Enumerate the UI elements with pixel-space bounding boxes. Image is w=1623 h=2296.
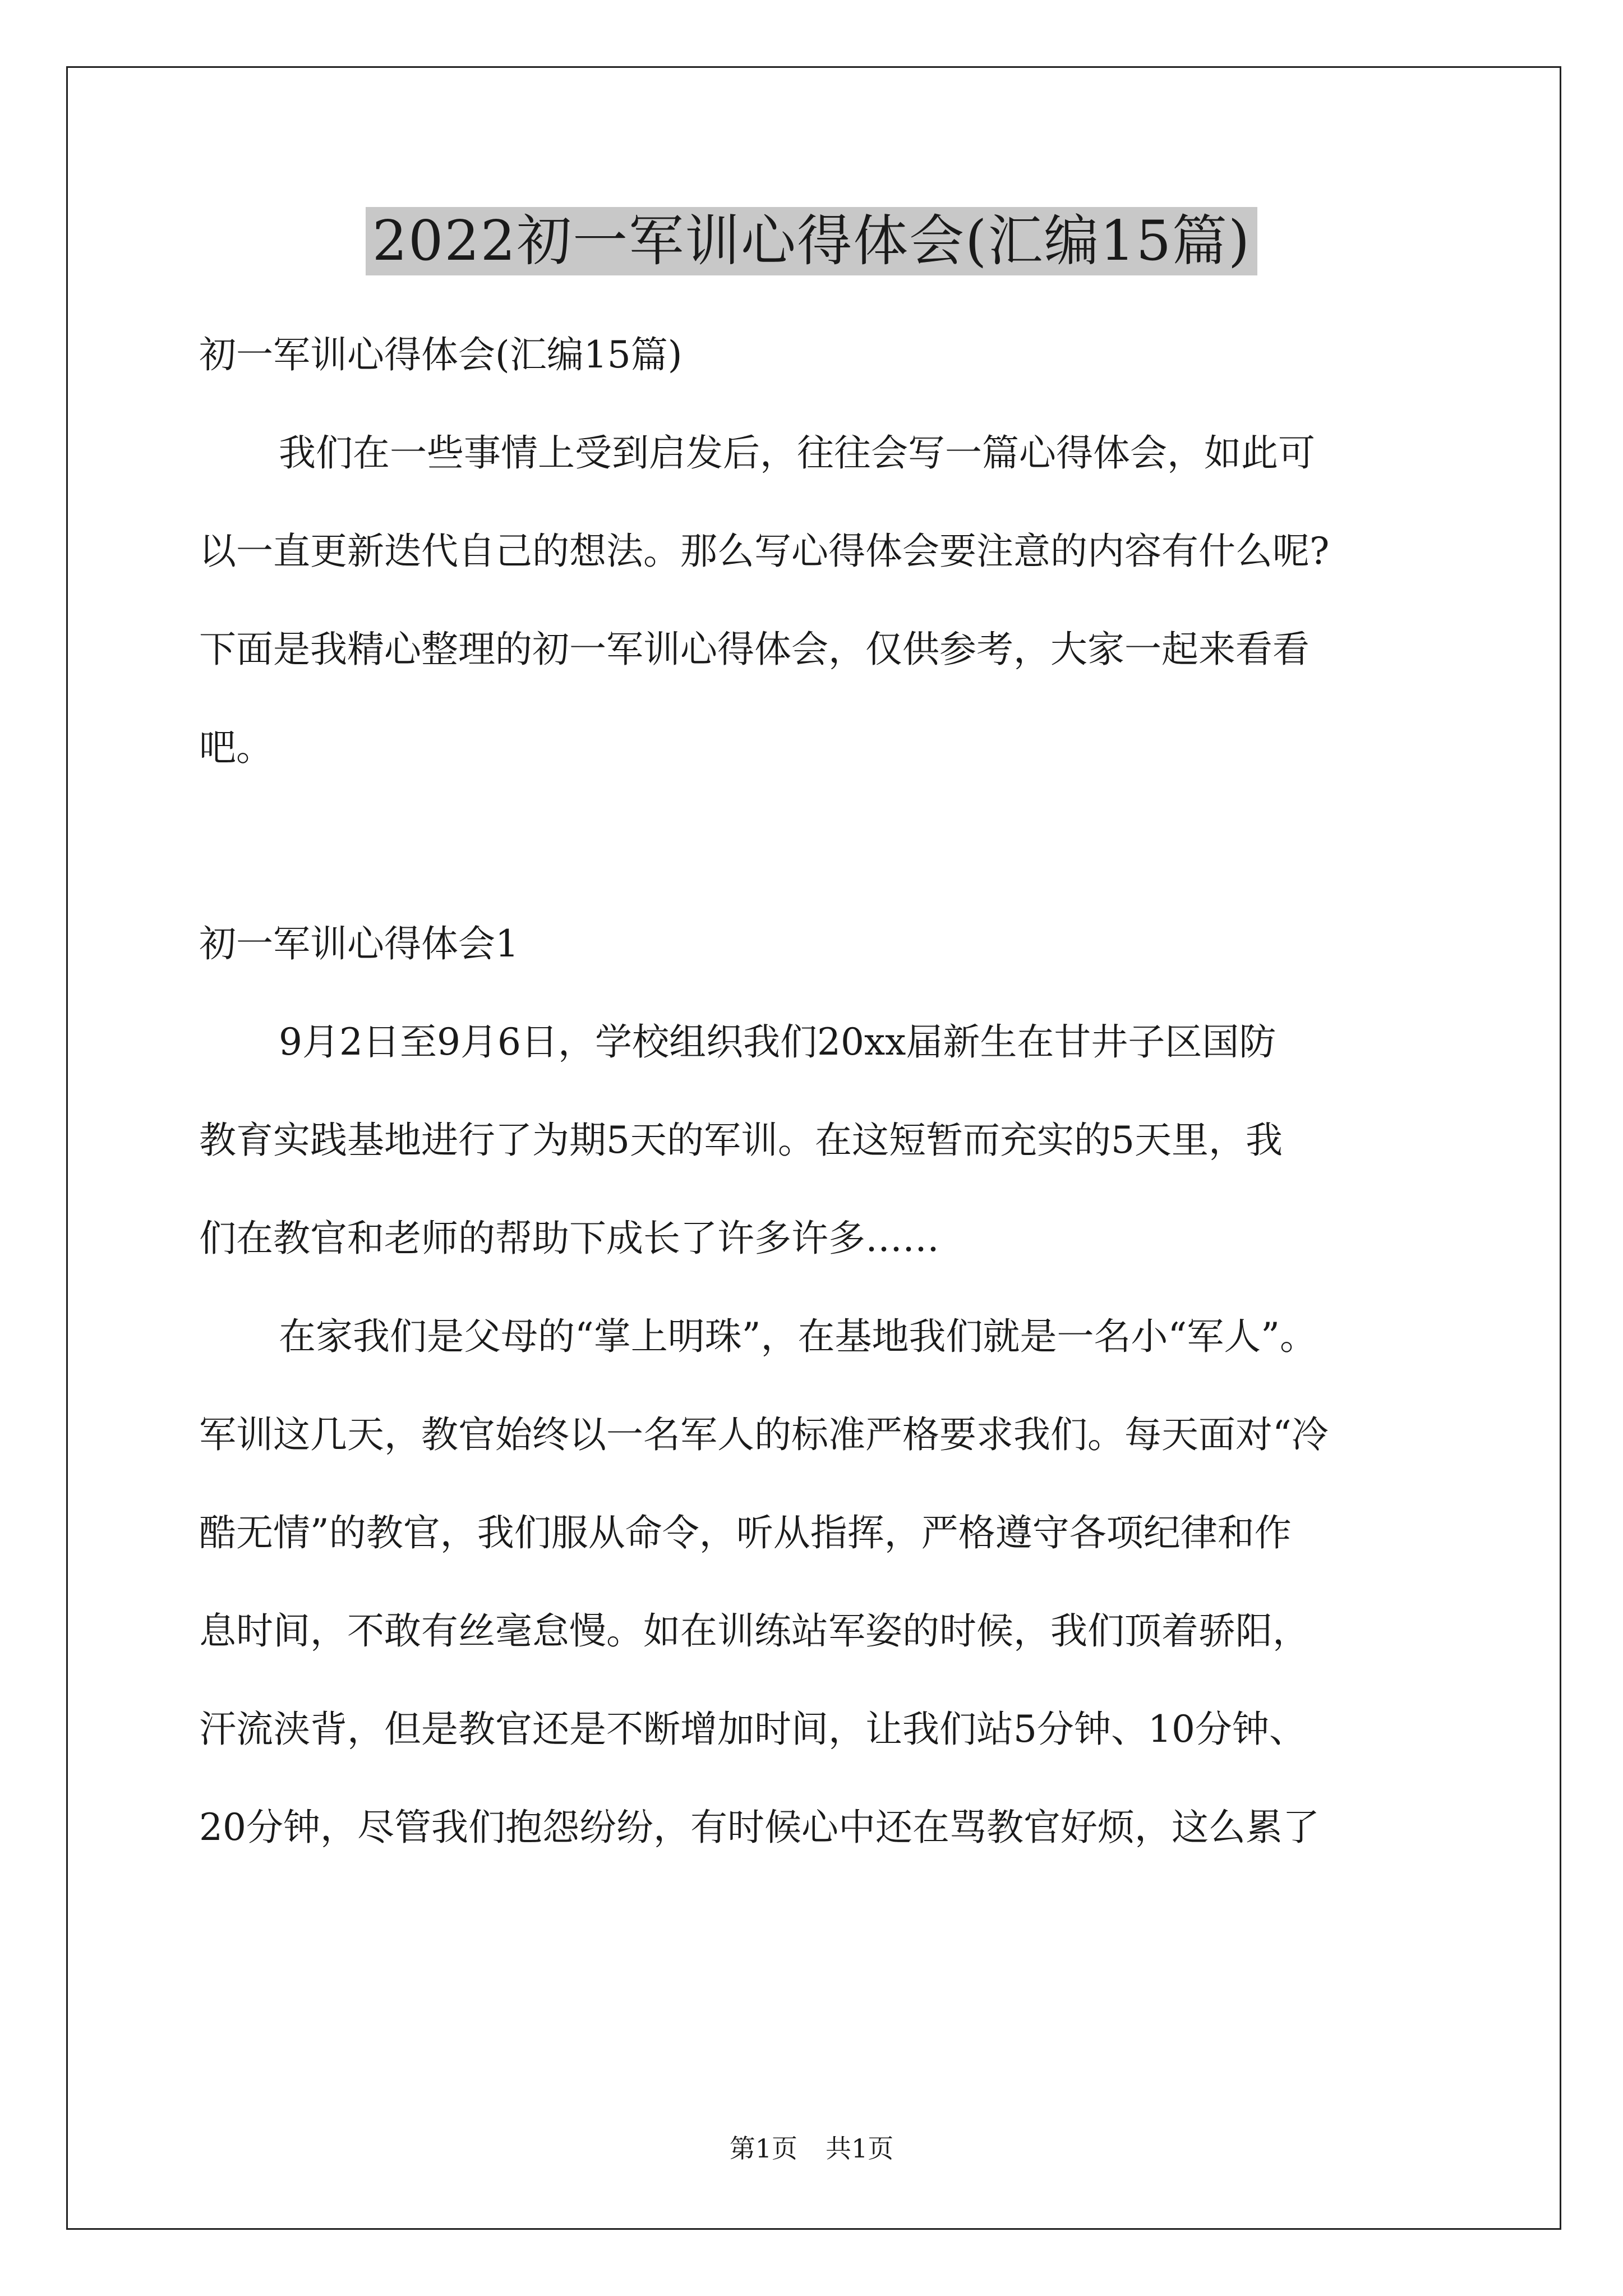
paragraph-line: 20分钟，尽管我们抱怨纷纷，有时候心中还在骂教官好烦，这么累了: [199, 1806, 1320, 1849]
paragraph-line: 汗流浃背，但是教官还是不断增加时间，让我们站5分钟、10分钟、: [199, 1708, 1306, 1751]
intro-line: 我们在一些事情上受到启发后，往往会写一篇心得体会，如此可: [279, 431, 1315, 475]
intro-line: 吧。: [199, 726, 273, 769]
document-title: [0, 199, 1623, 283]
intro-line: 以一直更新迭代自己的想法。那么写心得体会要注意的内容有什么呢?: [199, 530, 1330, 573]
paragraph-line: 在家我们是父母的“掌上明珠”，在基地我们就是一名小“军人”。: [279, 1315, 1317, 1358]
intro-line: 下面是我精心整理的初一军训心得体会，仅供参考，大家一起来看看: [199, 628, 1310, 671]
document-title-text: 2022初一军训心得体会(汇编15篇): [366, 207, 1258, 275]
document-subtitle: 初一军训心得体会(汇编15篇): [199, 333, 683, 376]
paragraph-line: 教育实践基地进行了为期5天的军训。在这短暂而充实的5天里，我: [199, 1119, 1283, 1162]
paragraph-gap: [199, 797, 1433, 895]
page-number-total: 共1页: [826, 2133, 894, 2164]
paragraph-line: 军训这几天，教官始终以一名军人的标准严格要求我们。每天面对“冷: [199, 1413, 1329, 1456]
section-heading: 初一军训心得体会1: [199, 922, 519, 965]
page-number-current: 第1页: [729, 2133, 797, 2164]
paragraph-line: 们在教官和老师的帮助下成长了许多许多……: [199, 1217, 939, 1260]
paragraph-line: 息时间，不敢有丝毫怠慢。如在训练站军姿的时候，我们顶着骄阳，: [199, 1609, 1310, 1653]
page-footer: [0, 2132, 1623, 2165]
paragraph-line: 酷无情”的教官，我们服从命令，听从指挥，严格遵守各项纪律和作: [199, 1511, 1292, 1554]
paragraph-line: 9月2日至9月6日，学校组织我们20xx届新生在甘井子区国防: [279, 1020, 1276, 1064]
document-body: [199, 306, 1433, 1876]
